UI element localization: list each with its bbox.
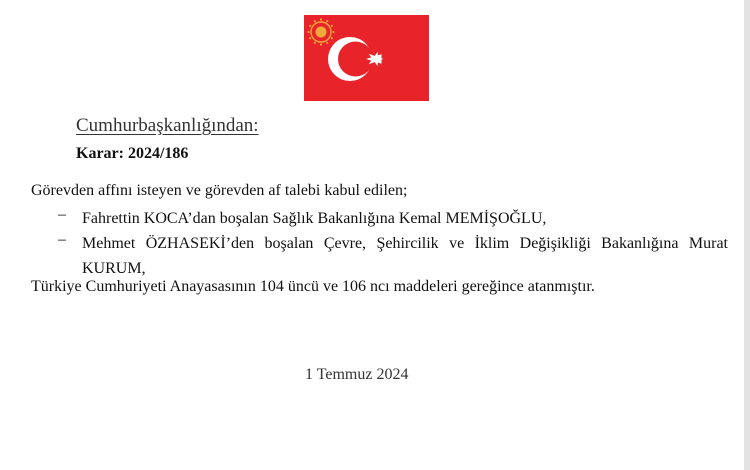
list-bullet: – <box>58 231 66 248</box>
decision-number: Karar: 2024/186 <box>76 145 189 162</box>
list-bullet: – <box>58 206 66 223</box>
list-item-text: Fahrettin KOCA’dan boşalan Sağlık Bakanlığına Kemal MEMİŞOĞLU, <box>82 210 547 227</box>
intro-paragraph: Görevden affını isteyen ve görevden af talebi kabul edilen; <box>31 182 408 199</box>
closing-paragraph: Türkiye Cumhuriyeti Anayasasının 104 üncü ve 106 ncı maddeleri gereğince atanmıştır. <box>31 278 595 295</box>
list-item <box>58 231 728 281</box>
turkish-flag-icon <box>304 15 429 101</box>
page-edge-shadow <box>744 0 750 470</box>
document-date: 1 Temmuz 2024 <box>305 366 409 383</box>
list-item-text: Mehmet ÖZHASEKİ’den boşalan Çevre, Şehircilik ve İklim Değişikliği Bakanlığına Murat KURUM, <box>82 235 728 277</box>
issuer-heading: Cumhurbaşkanlığından: <box>76 115 259 136</box>
list-item <box>58 206 728 231</box>
